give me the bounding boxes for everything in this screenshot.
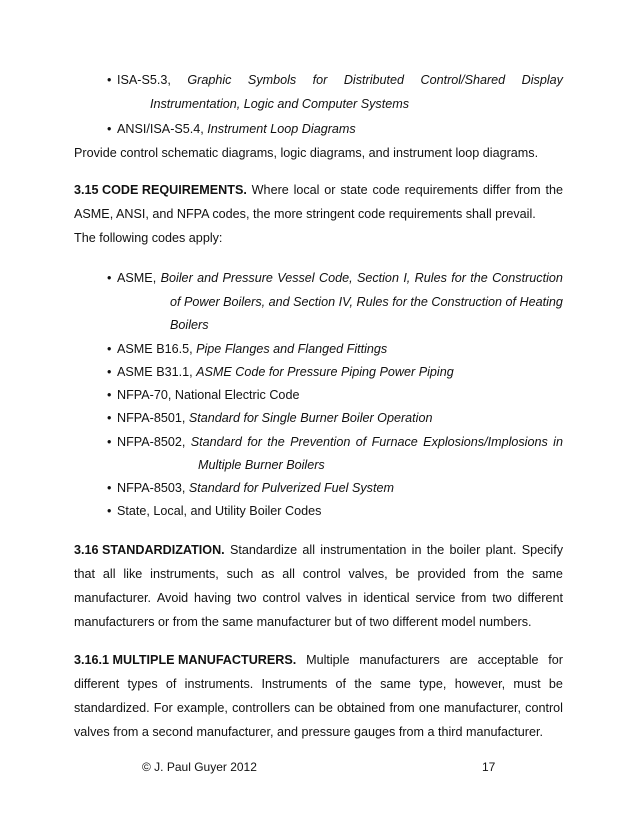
code-item-asme-b31-1: • ASME B31.1, ASME Code for Pressure Piping Power Piping xyxy=(107,365,454,379)
section-3-16-line1: 3.16 STANDARDIZATION. Standardize all instrumentation in the boiler plant. Specify xyxy=(74,543,563,557)
section-3-16-line4: manufacturers or from the same manufacturer but of two different model numbers. xyxy=(74,615,532,629)
code-item-nfpa-70: • NFPA-70, National Electric Code xyxy=(107,388,300,402)
bullet-icon: • xyxy=(107,504,112,518)
bullet-icon: • xyxy=(107,411,112,425)
section-3-16-1-line3: standardized. For example, controllers can be obtained from one manufacturer, control xyxy=(74,701,563,715)
bullet-icon: • xyxy=(107,365,112,379)
section-3-16-1-line1: 3.16.1 MULTIPLE MANUFACTURERS. Multiple manufacturers are acceptable for xyxy=(74,653,563,667)
bullet-ansi-isa-s5-4 xyxy=(107,121,356,137)
section-3-16-heading: 3.16 STANDARDIZATION. xyxy=(74,543,225,557)
isa-title-w2: for xyxy=(312,73,328,87)
footer-page-number: 17 xyxy=(482,760,496,774)
bullet-icon: • xyxy=(107,73,112,87)
ansi-isa-title: Instrument Loop Diagrams xyxy=(207,122,356,136)
code-item-asme-cont2: Boilers xyxy=(170,318,209,332)
section-3-16-line3: manufacturer. Avoid having two control valves in identical service from two different xyxy=(74,591,563,605)
isa-title-w4: Control/Shared xyxy=(420,73,506,87)
bullet-icon: • xyxy=(107,342,112,356)
isa-s5-3-code: ISA-S5.3, xyxy=(117,73,171,87)
isa-title-w3: Distributed xyxy=(343,73,405,87)
code-item-asme-b16-5: • ASME B16.5, Pipe Flanges and Flanged Fittings xyxy=(107,342,388,356)
footer-copyright: © J. Paul Guyer 2012 xyxy=(142,760,257,774)
section-3-16-1-line4: valves from a second manufacturer, and pressure gauges from a third manufacturer. xyxy=(74,725,544,739)
isa-title-w1: Symbols xyxy=(247,73,297,87)
bullet-icon: • xyxy=(107,122,112,136)
bullet-icon: • xyxy=(107,271,112,285)
isa-s5-3-title-cont: Instrumentation, Logic and Computer Systems xyxy=(150,97,409,111)
code-item-nfpa-8502-cont: Multiple Burner Boilers xyxy=(198,458,325,472)
isa-title-w5: Display xyxy=(521,73,563,87)
code-item-nfpa-8502: • NFPA-8502, Standard for the Prevention of Furnace Explosions/Implosions in xyxy=(107,435,563,449)
section-3-15-line3: The following codes apply: xyxy=(74,231,223,245)
code-item-nfpa-8503: • NFPA-8503, Standard for Pulverized Fuel System xyxy=(107,481,394,495)
code-item-asme-cont1: of Power Boilers, and Section IV, Rules for the Construction of Heating xyxy=(170,295,563,309)
code-item-nfpa-8501: • NFPA-8501, Standard for Single Burner Boiler Operation xyxy=(107,411,433,425)
bullet-isa-s5-3 xyxy=(107,72,563,88)
bullet-icon: • xyxy=(107,388,112,402)
section-3-15-line1: 3.15 CODE REQUIREMENTS. Where local or state code requirements differ from the xyxy=(74,183,563,197)
section-3-16-1-heading: 3.16.1 MULTIPLE MANUFACTURERS. xyxy=(74,653,297,667)
ansi-isa-code: ANSI/ISA-S5.4, xyxy=(117,122,208,136)
isa-s5-3-line1 xyxy=(107,72,563,88)
section-3-15-line2: ASME, ANSI, and NFPA codes, the more stringent code requirements shall prevail. xyxy=(74,207,536,221)
provide-paragraph: Provide control schematic diagrams, logic diagrams, and instrument loop diagrams. xyxy=(74,146,539,160)
code-item-asme: • ASME, Boiler and Pressure Vessel Code, Section I, Rules for the Construction xyxy=(107,271,563,285)
isa-title-w0: Graphic xyxy=(187,73,232,87)
section-3-16-1-line2: different types of instruments. Instruments of the same type, however, must be xyxy=(74,677,563,691)
bullet-icon: • xyxy=(107,435,112,449)
bullet-icon: • xyxy=(107,481,112,495)
section-3-16-line2: that all like instruments, such as all control valves, be provided from the same xyxy=(74,567,563,581)
section-3-15-heading: 3.15 CODE REQUIREMENTS. xyxy=(74,183,247,197)
code-item-state-local: • State, Local, and Utility Boiler Codes xyxy=(107,504,322,518)
